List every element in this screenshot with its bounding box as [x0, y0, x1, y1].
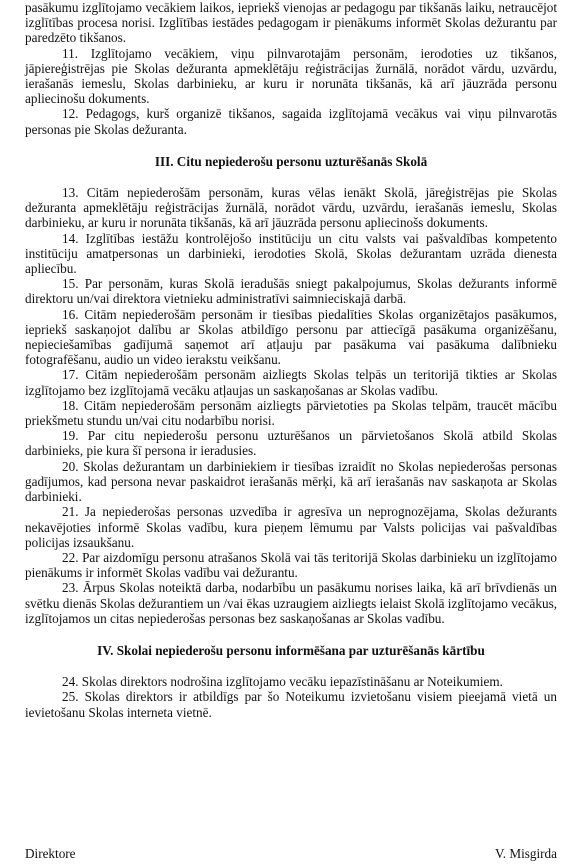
item-19: 19. Par citu nepiederošu personu uzturēšanos un pārvietošanos Skolā atbild Skolas darbinieks, pie kura šī persona ir ieradusies. [25, 428, 557, 459]
item-12: 12. Pedagogs, kurš organizē tikšanos, sagaida izglītojamā vecākus vai viņu pilnvarotās personas pie Skolas dežuranta. [25, 106, 557, 137]
item-24: 24. Skolas direktors nodrošina izglītojamo vecāku iepazīstināšanu ar Noteikumiem. [62, 674, 503, 690]
item-16: 16. Citām nepiederošām personām ir tiesības piedalīties Skolas organizētajos pasākumos, iepriekš saskaņojot dalību ar Skolas atbildīgo personu par attiecīgā pasākuma organizēšanu, nepieciešamības gadījumā saņemot arī atļauju par pasākuma vai pasākuma dalībnieku fotografēšanu, audio un video ierakstu veikšanu. [25, 306, 557, 368]
item-18: 18. Citām nepiederošām personām aizliegts pārvietoties pa Skolas telpām, traucēt mācību priekšmetu stundu un/vai citu nodarbību norisi. [25, 397, 557, 429]
item-22: 22. Par aizdomīgu personu atrašanos Skolā vai tās teritorijā Skolas darbinieku un izglītojamo pienākums ir informēt Skolas vadību vai dežurantu. [25, 549, 557, 581]
item-23: 23. Ārpus Skolas noteiktā darba, nodarbību un pasākumu norises laika, kā arī brīvdienās un svētku dienās Skolas dežurantiem un /vai ēkas uzraugiem aizliegts ielaist Skolā izglītojamo vecākus, izglītojamos un citas nepiederošas personas bez saskaņošanas ar Skolas vadību. [25, 580, 557, 626]
item-21: 21. Ja nepiederošas personas uzvedība ir agresīva un neprognozējama, Skolas dežurants nekavējoties informē Skolas vadību, kura pieņem lēmumu par Valsts policijas vai pašvaldības policijas izsaukšanu. [25, 504, 557, 550]
item-20: 20. Skolas dežurantam un darbiniekiem ir tiesības izraidīt no Skolas nepiederošas personas gadījumos, kad persona nevar paskaidrot ierašanās mērķi, kā arī ierašanās nav saskaņota ar Skolas darbinieki. [25, 458, 557, 505]
section-3-heading: III. Citu nepiederošu personu uzturēšanās Skolā [154, 153, 428, 169]
item-15: 15. Par personām, kuras Skolā ieradušās sniegt pakalpojumus, Skolas dežurants informē direktoru un/vai direktora vietnieku administratīvi saimnieciskajā darbā. [25, 276, 557, 307]
item-11: 11. Izglītojamo vecākiem, viņu pilnvarotajām personām, ierodoties uz tikšanos, jāpiereģistrējas pie Skolas dežuranta apmeklētāju reģistrācijas žurnālā, norādot vārdu, uzvārdu, ierašanās iemeslu, Skolas darbinieku, ar kuru ir norunāta tikšanās, kā arī jāuzrāda personu apliecinošu dokuments. [25, 45, 557, 107]
item-25: 25. Skolas direktors ir atbildīgs par šo Noteikumu izvietošanu visiem pieejamā vietā un ievietošanu Skolas interneta vietnē. [25, 689, 557, 720]
signatory-name: V. Misgirda [494, 846, 557, 861]
item-14: 14. Izglītības iestāžu kontrolējošo institūciju un citu valsts vai pašvaldības kompetento institūciju amatpersonas un darbinieki, ierodoties Skolā, Skolas dežurantam uzrāda dienesta apliecību. [25, 230, 557, 277]
item-17: 17. Citām nepiederošām personām aizliegts Skolas telpās un teritorijā tikties ar Skolas izglītojamo bez izglītojamā vecāku atļaujas un saskaņošanas ar Skolas vadību. [25, 367, 557, 398]
document-body [25, 0, 557, 861]
section-4-heading: IV. Skolai nepiederošu personu informēšana par uzturēšanās kārtību [97, 642, 485, 658]
signature-block [25, 846, 557, 861]
signatory-role: Direktore [25, 846, 76, 861]
intro-paragraph: pasākumu izglītojamo vecākiem laikos, iepriekš vienojas ar pedagogu par tikšanās laiku, netraucējot izglītības procesa norisi. Izglītības iestādes pedagogam ir pienākums informēt Skolas dežurantu par paredzēto tikšanos. [25, 0, 557, 46]
item-13: 13. Citām nepiederošām personām, kuras vēlas ienākt Skolā, jāreģistrējas pie Skolas dežuranta apmeklētāju reģistrācijas žurnālā, norādot vārdu, uzvārdu, ierašanās iemeslu, Skolas darbinieku, ar kuru ir norunāta tikšanās, kā arī jāuzrāda personu apliecinošs dokuments. [25, 185, 557, 231]
